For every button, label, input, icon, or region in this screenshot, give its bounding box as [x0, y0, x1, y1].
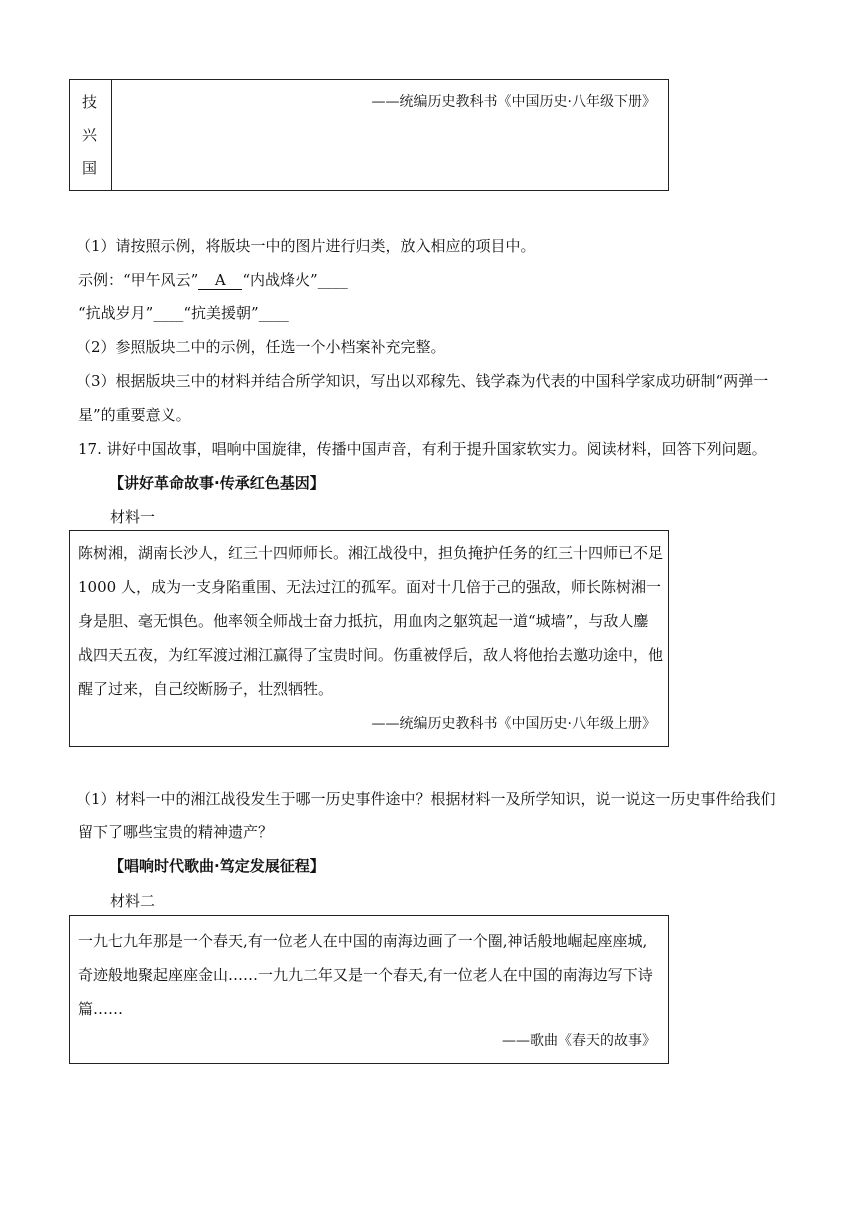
material1-box	[69, 530, 669, 747]
item4: “抗美援朝”	[183, 304, 259, 322]
material1-line: 陈树湘，湖南长沙人，红三十四师师长。湘江战役中，担负掩护任务的红三十四师已不足	[78, 544, 664, 562]
blank: ____	[153, 304, 184, 322]
q16-sub1: （1）请按照示例，将版块一中的图片进行归类，放入相应的项目中。	[76, 237, 536, 255]
q17-heading1: 【讲好革命故事·传承红色基因】	[109, 474, 325, 492]
vertical-char: 国	[82, 159, 98, 177]
material2-label: 材料二	[110, 892, 156, 910]
q16-sub2: （2）参照版块二中的示例，任选一个小档案补充完整。	[76, 338, 446, 356]
material1-line: 醒了过来，自己绞断肠子，壮烈牺牲。	[78, 680, 334, 698]
material1-line: 战四天五夜，为红军渡过湘江赢得了宝贵时间。伤重被俘后，敌人将他抬去邀功途中，他	[78, 646, 664, 664]
q16-sub3-line1: （3）根据版块三中的材料并结合所学知识，写出以邓稼先、钱学森为代表的中国科学家成功研制“两弹一	[76, 372, 769, 390]
table-left-column	[70, 80, 112, 190]
material2-line: 奇迹般地聚起座座金山……一九九二年又是一个春天,有一位老人在中国的南海边写下诗	[78, 966, 653, 984]
example-prefix: 示例：“甲午风云”	[78, 271, 199, 289]
blank: ____	[258, 304, 289, 322]
material1-label: 材料一	[110, 508, 156, 526]
q17-heading2: 【唱响时代歌曲·笃定发展征程】	[109, 857, 325, 875]
example-item2: “内战烽火”	[242, 271, 318, 289]
material2-line: 一九七九年那是一个春天,有一位老人在中国的南海边画了一个圈,神话般地崛起座座城,	[78, 932, 648, 950]
table-source-citation: ——统编历史教科书《中国历史·八年级下册》	[371, 94, 656, 110]
q16-sub3-line2: 星”的重要意义。	[78, 406, 191, 424]
material1-line: 1000 人，成为一支身陷重围、无法过江的孤军。面对十几倍于己的强敌，师长陈树湘一	[78, 578, 661, 596]
vertical-char: 兴	[82, 126, 98, 144]
example-answer: A	[198, 271, 242, 290]
material2-line: 篇……	[78, 1000, 124, 1018]
material1-source: ——统编历史教科书《中国历史·八年级上册》	[371, 716, 656, 732]
q17-sub1-line1: （1）材料一中的湘江战役发生于哪一历史事件途中？根据材料一及所学知识，说一说这一历史事件给我们	[76, 790, 776, 808]
material2-box	[69, 915, 669, 1064]
q17-intro: 17. 讲好中国故事，唱响中国旋律，传播中国声音，有利于提升国家软实力。阅读材料，回答下列问题。	[78, 440, 767, 458]
material2-source: ——歌曲《春天的故事》	[502, 1033, 656, 1049]
q17-sub1-line2: 留下了哪些宝贵的精神遗产？	[78, 823, 274, 841]
material1-line: 身是胆、毫无惧色。他率领全师战士奋力抵抗，用血肉之躯筑起一道“城墙”，与敌人鏖	[78, 612, 649, 630]
item3: “抗战岁月”	[78, 304, 154, 322]
vertical-char: 技	[82, 93, 98, 111]
q16-example-line	[78, 270, 348, 290]
blank: ____	[317, 271, 348, 289]
table-fragment	[69, 79, 669, 191]
q16-items-line	[78, 303, 289, 323]
